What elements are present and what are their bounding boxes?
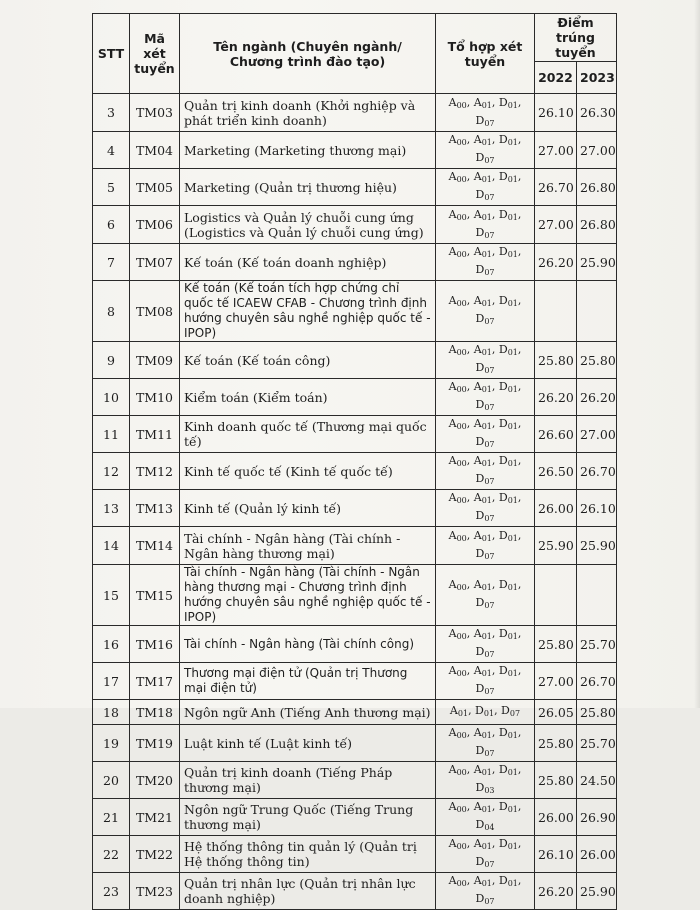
row-ma-xet-tuyen: TM16 bbox=[130, 626, 180, 663]
row-to-hop: $A_{01}$, $D_{01}$, $D_{07}$ bbox=[436, 700, 535, 725]
row-diem-2023: 25.90 bbox=[577, 873, 617, 910]
row-diem-2022: 26.10 bbox=[535, 836, 577, 873]
table-row bbox=[93, 379, 617, 416]
header-diem-trung-tuyen: Điểm trúng tuyển bbox=[535, 14, 617, 62]
row-ten-nganh: Hệ thống thông tin quản lý (Quản trị Hệ thống thông tin) bbox=[180, 836, 436, 873]
row-ma-xet-tuyen: TM12 bbox=[130, 453, 180, 490]
table-row bbox=[93, 873, 617, 910]
row-diem-2023: 26.80 bbox=[577, 169, 617, 206]
row-diem-2023: 25.70 bbox=[577, 626, 617, 663]
row-ma-xet-tuyen: TM19 bbox=[130, 725, 180, 762]
header-to-hop: Tổ hợp xét tuyển bbox=[436, 14, 535, 94]
row-ten-nganh: Kế toán (Kế toán doanh nghiệp) bbox=[180, 244, 436, 281]
row-to-hop: $A_{00}$, $A_{01}$, $D_{01}$, $D_{04}$ bbox=[436, 799, 535, 836]
row-ma-xet-tuyen: TM18 bbox=[130, 700, 180, 725]
row-ten-nganh: Tài chính - Ngân hàng (Tài chính công) bbox=[180, 626, 436, 663]
row-diem-2023: 26.80 bbox=[577, 206, 617, 244]
row-ma-xet-tuyen: TM11 bbox=[130, 416, 180, 453]
row-to-hop: $A_{00}$, $A_{01}$, $D_{01}$, $D_{07}$ bbox=[436, 663, 535, 700]
row-stt: 3 bbox=[93, 94, 130, 132]
row-to-hop: $A_{00}$, $A_{01}$, $D_{01}$, $D_{07}$ bbox=[436, 132, 535, 169]
row-ten-nganh: Kinh tế quốc tế (Kinh tế quốc tế) bbox=[180, 453, 436, 490]
row-to-hop: $A_{00}$, $A_{01}$, $D_{01}$, $D_{07}$ bbox=[436, 94, 535, 132]
row-to-hop: $A_{00}$, $A_{01}$, $D_{01}$, $D_{07}$ bbox=[436, 416, 535, 453]
row-stt: 14 bbox=[93, 527, 130, 565]
row-stt: 17 bbox=[93, 663, 130, 700]
row-to-hop: $A_{00}$, $A_{01}$, $D_{01}$, $D_{07}$ bbox=[436, 206, 535, 244]
row-ten-nganh: Logistics và Quản lý chuỗi cung ứng (Logistics và Quản lý chuỗi cung ứng) bbox=[180, 206, 436, 244]
row-diem-2022: 26.10 bbox=[535, 94, 577, 132]
row-ten-nganh: Kế toán (Kế toán tích hợp chứng chỉ quốc tế ICAEW CFAB - Chương trình định hướng chuyên sâu nghề nghiệp quốc tế - IPOP) bbox=[180, 281, 436, 342]
row-ten-nganh: Marketing (Marketing thương mại) bbox=[180, 132, 436, 169]
row-ma-xet-tuyen: TM08 bbox=[130, 281, 180, 342]
row-diem-2022: 25.80 bbox=[535, 626, 577, 663]
admission-scores-table bbox=[92, 13, 617, 910]
row-diem-2023: 25.80 bbox=[577, 342, 617, 379]
table-row bbox=[93, 527, 617, 565]
row-diem-2023: 25.70 bbox=[577, 725, 617, 762]
row-diem-2022: 26.05 bbox=[535, 700, 577, 725]
row-stt: 23 bbox=[93, 873, 130, 910]
row-ten-nganh: Quản trị kinh doanh (Khởi nghiệp và phát triển kinh doanh) bbox=[180, 94, 436, 132]
row-diem-2023: 26.30 bbox=[577, 94, 617, 132]
row-ma-xet-tuyen: TM07 bbox=[130, 244, 180, 281]
row-to-hop: $A_{00}$, $A_{01}$, $D_{01}$, $D_{07}$ bbox=[436, 490, 535, 527]
row-to-hop: $A_{00}$, $A_{01}$, $D_{01}$, $D_{07}$ bbox=[436, 379, 535, 416]
row-to-hop: $A_{00}$, $A_{01}$, $D_{01}$, $D_{07}$ bbox=[436, 342, 535, 379]
header-ten-nganh bbox=[180, 14, 436, 94]
table-row bbox=[93, 663, 617, 700]
row-to-hop: $A_{00}$, $A_{01}$, $D_{01}$, $D_{07}$ bbox=[436, 527, 535, 565]
row-stt: 20 bbox=[93, 762, 130, 799]
row-to-hop: $A_{00}$, $A_{01}$, $D_{01}$, $D_{07}$ bbox=[436, 169, 535, 206]
row-stt: 4 bbox=[93, 132, 130, 169]
row-stt: 15 bbox=[93, 565, 130, 626]
row-diem-2023: 26.10 bbox=[577, 490, 617, 527]
row-ma-xet-tuyen: TM22 bbox=[130, 836, 180, 873]
row-diem-2022: 26.60 bbox=[535, 416, 577, 453]
row-ma-xet-tuyen: TM10 bbox=[130, 379, 180, 416]
row-stt: 21 bbox=[93, 799, 130, 836]
table-row bbox=[93, 836, 617, 873]
row-stt: 13 bbox=[93, 490, 130, 527]
row-ma-xet-tuyen: TM23 bbox=[130, 873, 180, 910]
row-stt: 9 bbox=[93, 342, 130, 379]
row-ten-nganh: Kiểm toán (Kiểm toán) bbox=[180, 379, 436, 416]
row-diem-2022 bbox=[535, 281, 577, 342]
table-row bbox=[93, 416, 617, 453]
row-diem-2022: 26.00 bbox=[535, 490, 577, 527]
table-row bbox=[93, 725, 617, 762]
row-stt: 8 bbox=[93, 281, 130, 342]
row-diem-2023 bbox=[577, 281, 617, 342]
header-ten-nganh-line2: Chương trình đào tạo) bbox=[229, 53, 386, 69]
row-to-hop: $A_{00}$, $A_{01}$, $D_{01}$, $D_{07}$ bbox=[436, 453, 535, 490]
header-row bbox=[93, 14, 617, 62]
row-ten-nganh: Tài chính - Ngân hàng (Tài chính - Ngân hàng thương mại - Chương trình định hướng chuyên sâu nghề nghiệp quốc tế - IPOP) bbox=[180, 565, 436, 626]
table-row bbox=[93, 490, 617, 527]
row-diem-2022: 25.80 bbox=[535, 762, 577, 799]
row-stt: 12 bbox=[93, 453, 130, 490]
row-stt: 16 bbox=[93, 626, 130, 663]
row-ten-nganh: Kinh tế (Quản lý kinh tế) bbox=[180, 490, 436, 527]
table-body bbox=[93, 94, 617, 910]
row-diem-2023: 25.90 bbox=[577, 244, 617, 281]
header-ma-xet-tuyen: Mã xét tuyển bbox=[130, 14, 180, 94]
table-row bbox=[93, 132, 617, 169]
row-stt: 11 bbox=[93, 416, 130, 453]
row-stt: 7 bbox=[93, 244, 130, 281]
row-ma-xet-tuyen: TM03 bbox=[130, 94, 180, 132]
row-diem-2022: 26.20 bbox=[535, 379, 577, 416]
row-ten-nganh: Kinh doanh quốc tế (Thương mại quốc tế) bbox=[180, 416, 436, 453]
header-stt: STT bbox=[93, 14, 130, 94]
table-row bbox=[93, 799, 617, 836]
row-diem-2022: 27.00 bbox=[535, 663, 577, 700]
header-year-2023: 2023 bbox=[577, 62, 617, 94]
row-ten-nganh: Tài chính - Ngân hàng (Tài chính - Ngân hàng thương mại) bbox=[180, 527, 436, 565]
row-to-hop: $A_{00}$, $A_{01}$, $D_{01}$, $D_{07}$ bbox=[436, 626, 535, 663]
table-row bbox=[93, 244, 617, 281]
row-diem-2023: 26.20 bbox=[577, 379, 617, 416]
row-ma-xet-tuyen: TM05 bbox=[130, 169, 180, 206]
row-ma-xet-tuyen: TM21 bbox=[130, 799, 180, 836]
table-row bbox=[93, 700, 617, 725]
row-ma-xet-tuyen: TM09 bbox=[130, 342, 180, 379]
row-ten-nganh: Thương mại điện tử (Quản trị Thương mại điện tử) bbox=[180, 663, 436, 700]
row-diem-2022: 25.80 bbox=[535, 725, 577, 762]
page-edge-shadow bbox=[694, 0, 700, 708]
row-diem-2023 bbox=[577, 565, 617, 626]
table-row bbox=[93, 94, 617, 132]
table-row bbox=[93, 342, 617, 379]
row-ten-nganh: Ngôn ngữ Trung Quốc (Tiếng Trung thương mại) bbox=[180, 799, 436, 836]
row-to-hop: $A_{00}$, $A_{01}$, $D_{01}$, $D_{03}$ bbox=[436, 762, 535, 799]
row-ma-xet-tuyen: TM06 bbox=[130, 206, 180, 244]
header-year-2022: 2022 bbox=[535, 62, 577, 94]
row-to-hop: $A_{00}$, $A_{01}$, $D_{01}$, $D_{07}$ bbox=[436, 873, 535, 910]
row-diem-2023: 26.00 bbox=[577, 836, 617, 873]
row-ten-nganh: Marketing (Quản trị thương hiệu) bbox=[180, 169, 436, 206]
table-row bbox=[93, 762, 617, 799]
row-ma-xet-tuyen: TM13 bbox=[130, 490, 180, 527]
row-stt: 18 bbox=[93, 700, 130, 725]
row-diem-2023: 24.50 bbox=[577, 762, 617, 799]
row-stt: 19 bbox=[93, 725, 130, 762]
row-diem-2022 bbox=[535, 565, 577, 626]
row-diem-2022: 27.00 bbox=[535, 132, 577, 169]
row-ten-nganh: Kế toán (Kế toán công) bbox=[180, 342, 436, 379]
row-to-hop: $A_{00}$, $A_{01}$, $D_{01}$, $D_{07}$ bbox=[436, 244, 535, 281]
row-diem-2023: 26.70 bbox=[577, 453, 617, 490]
row-diem-2022: 27.00 bbox=[535, 206, 577, 244]
row-ma-xet-tuyen: TM04 bbox=[130, 132, 180, 169]
table-row bbox=[93, 281, 617, 342]
table-row bbox=[93, 453, 617, 490]
row-diem-2022: 26.20 bbox=[535, 244, 577, 281]
row-diem-2022: 25.90 bbox=[535, 527, 577, 565]
row-stt: 22 bbox=[93, 836, 130, 873]
row-diem-2023: 27.00 bbox=[577, 416, 617, 453]
row-diem-2023: 26.70 bbox=[577, 663, 617, 700]
row-ten-nganh: Quản trị kinh doanh (Tiếng Pháp thương mại) bbox=[180, 762, 436, 799]
row-ten-nganh: Ngôn ngữ Anh (Tiếng Anh thương mại) bbox=[180, 700, 436, 725]
table-row bbox=[93, 565, 617, 626]
row-ma-xet-tuyen: TM17 bbox=[130, 663, 180, 700]
row-to-hop: $A_{00}$, $A_{01}$, $D_{01}$, $D_{07}$ bbox=[436, 565, 535, 626]
row-diem-2022: 26.50 bbox=[535, 453, 577, 490]
row-diem-2023: 27.00 bbox=[577, 132, 617, 169]
row-stt: 6 bbox=[93, 206, 130, 244]
row-to-hop: $A_{00}$, $A_{01}$, $D_{01}$, $D_{07}$ bbox=[436, 836, 535, 873]
row-diem-2022: 25.80 bbox=[535, 342, 577, 379]
row-ma-xet-tuyen: TM15 bbox=[130, 565, 180, 626]
table-row bbox=[93, 169, 617, 206]
table-row bbox=[93, 626, 617, 663]
header-ten-nganh-line1: Tên ngành (Chuyên ngành/ bbox=[213, 38, 402, 54]
row-ten-nganh: Quản trị nhân lực (Quản trị nhân lực doanh nghiệp) bbox=[180, 873, 436, 910]
table-row bbox=[93, 206, 617, 244]
row-stt: 5 bbox=[93, 169, 130, 206]
row-to-hop: $A_{00}$, $A_{01}$, $D_{01}$, $D_{07}$ bbox=[436, 725, 535, 762]
row-diem-2023: 25.90 bbox=[577, 527, 617, 565]
row-diem-2022: 26.70 bbox=[535, 169, 577, 206]
row-diem-2023: 26.90 bbox=[577, 799, 617, 836]
row-ma-xet-tuyen: TM20 bbox=[130, 762, 180, 799]
row-diem-2022: 26.00 bbox=[535, 799, 577, 836]
row-ten-nganh: Luật kinh tế (Luật kinh tế) bbox=[180, 725, 436, 762]
row-diem-2022: 26.20 bbox=[535, 873, 577, 910]
row-ma-xet-tuyen: TM14 bbox=[130, 527, 180, 565]
row-diem-2023: 25.80 bbox=[577, 700, 617, 725]
row-stt: 10 bbox=[93, 379, 130, 416]
row-to-hop: $A_{00}$, $A_{01}$, $D_{01}$, $D_{07}$ bbox=[436, 281, 535, 342]
